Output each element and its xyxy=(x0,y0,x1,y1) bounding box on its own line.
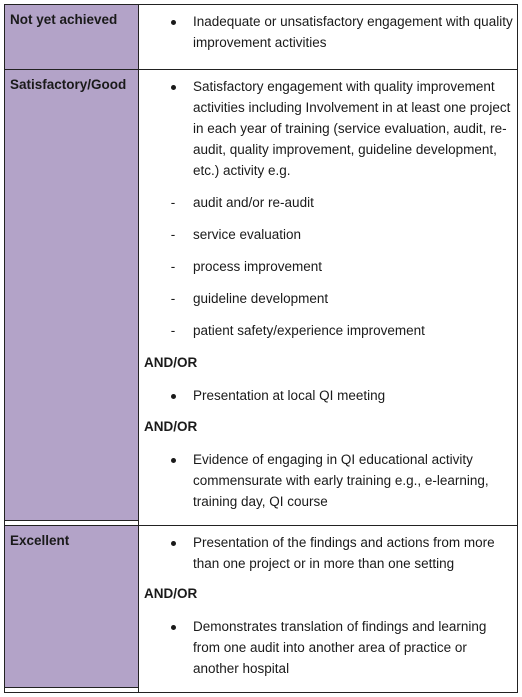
row-content-cell xyxy=(139,5,517,69)
dash-marker: - xyxy=(170,227,176,242)
dash-text: audit and/or re-audit xyxy=(193,195,314,210)
bullet-text: Presentation at local QI meeting xyxy=(193,388,386,403)
dash-text: process improvement xyxy=(193,259,323,274)
bullet-text: Evidence of engaging in QI educational activity commensurate with early training e.g., e-learning, training day, QI course xyxy=(193,452,489,509)
bullet-icon xyxy=(167,616,179,637)
bullet-text: Demonstrates translation of findings and learning from one audit into another area of practice or another hospital xyxy=(193,619,487,676)
row-label: Satisfactory/Good xyxy=(10,77,127,92)
and-or-connector: AND/OR xyxy=(144,355,198,370)
row-label-cell xyxy=(5,526,139,692)
bullet-icon xyxy=(167,11,179,32)
bullet-text: Presentation of the findings and actions from more than one project or in more than one setting xyxy=(193,535,495,571)
row-content-cell xyxy=(139,526,517,692)
dash-marker: - xyxy=(170,323,176,338)
bullet-icon xyxy=(167,76,179,97)
dash-marker: - xyxy=(170,195,176,210)
bullet-icon xyxy=(167,449,179,470)
bullet-text: Satisfactory engagement with quality improvement activities including Involvement in at least one project in each year of training (service evaluation, audit, re-audit, quality improvement, guideline development, etc.) activity e.g. xyxy=(193,79,511,178)
dash-marker: - xyxy=(170,291,176,306)
row-excellent xyxy=(5,525,517,692)
bullet-icon xyxy=(167,385,179,406)
row-satisfactory-good xyxy=(5,69,517,525)
and-or-connector: AND/OR xyxy=(144,419,198,434)
row-not-yet-achieved xyxy=(5,5,517,69)
row-label-cell xyxy=(5,5,139,69)
row-content-cell xyxy=(139,70,517,525)
dash-text: patient safety/experience improvement xyxy=(193,323,425,338)
cell-separator-band xyxy=(5,687,138,692)
row-label: Excellent xyxy=(10,533,70,548)
bullet-text: Inadequate or unsatisfactory engagement with quality improvement activities xyxy=(193,14,513,50)
dash-text: guideline development xyxy=(193,291,329,306)
row-label: Not yet achieved xyxy=(10,12,118,27)
dash-text: service evaluation xyxy=(193,227,302,242)
and-or-connector: AND/OR xyxy=(144,586,198,601)
row-label-cell xyxy=(5,70,139,525)
dash-marker: - xyxy=(170,259,176,274)
bullet-icon xyxy=(167,532,179,553)
criteria-table xyxy=(4,4,518,693)
